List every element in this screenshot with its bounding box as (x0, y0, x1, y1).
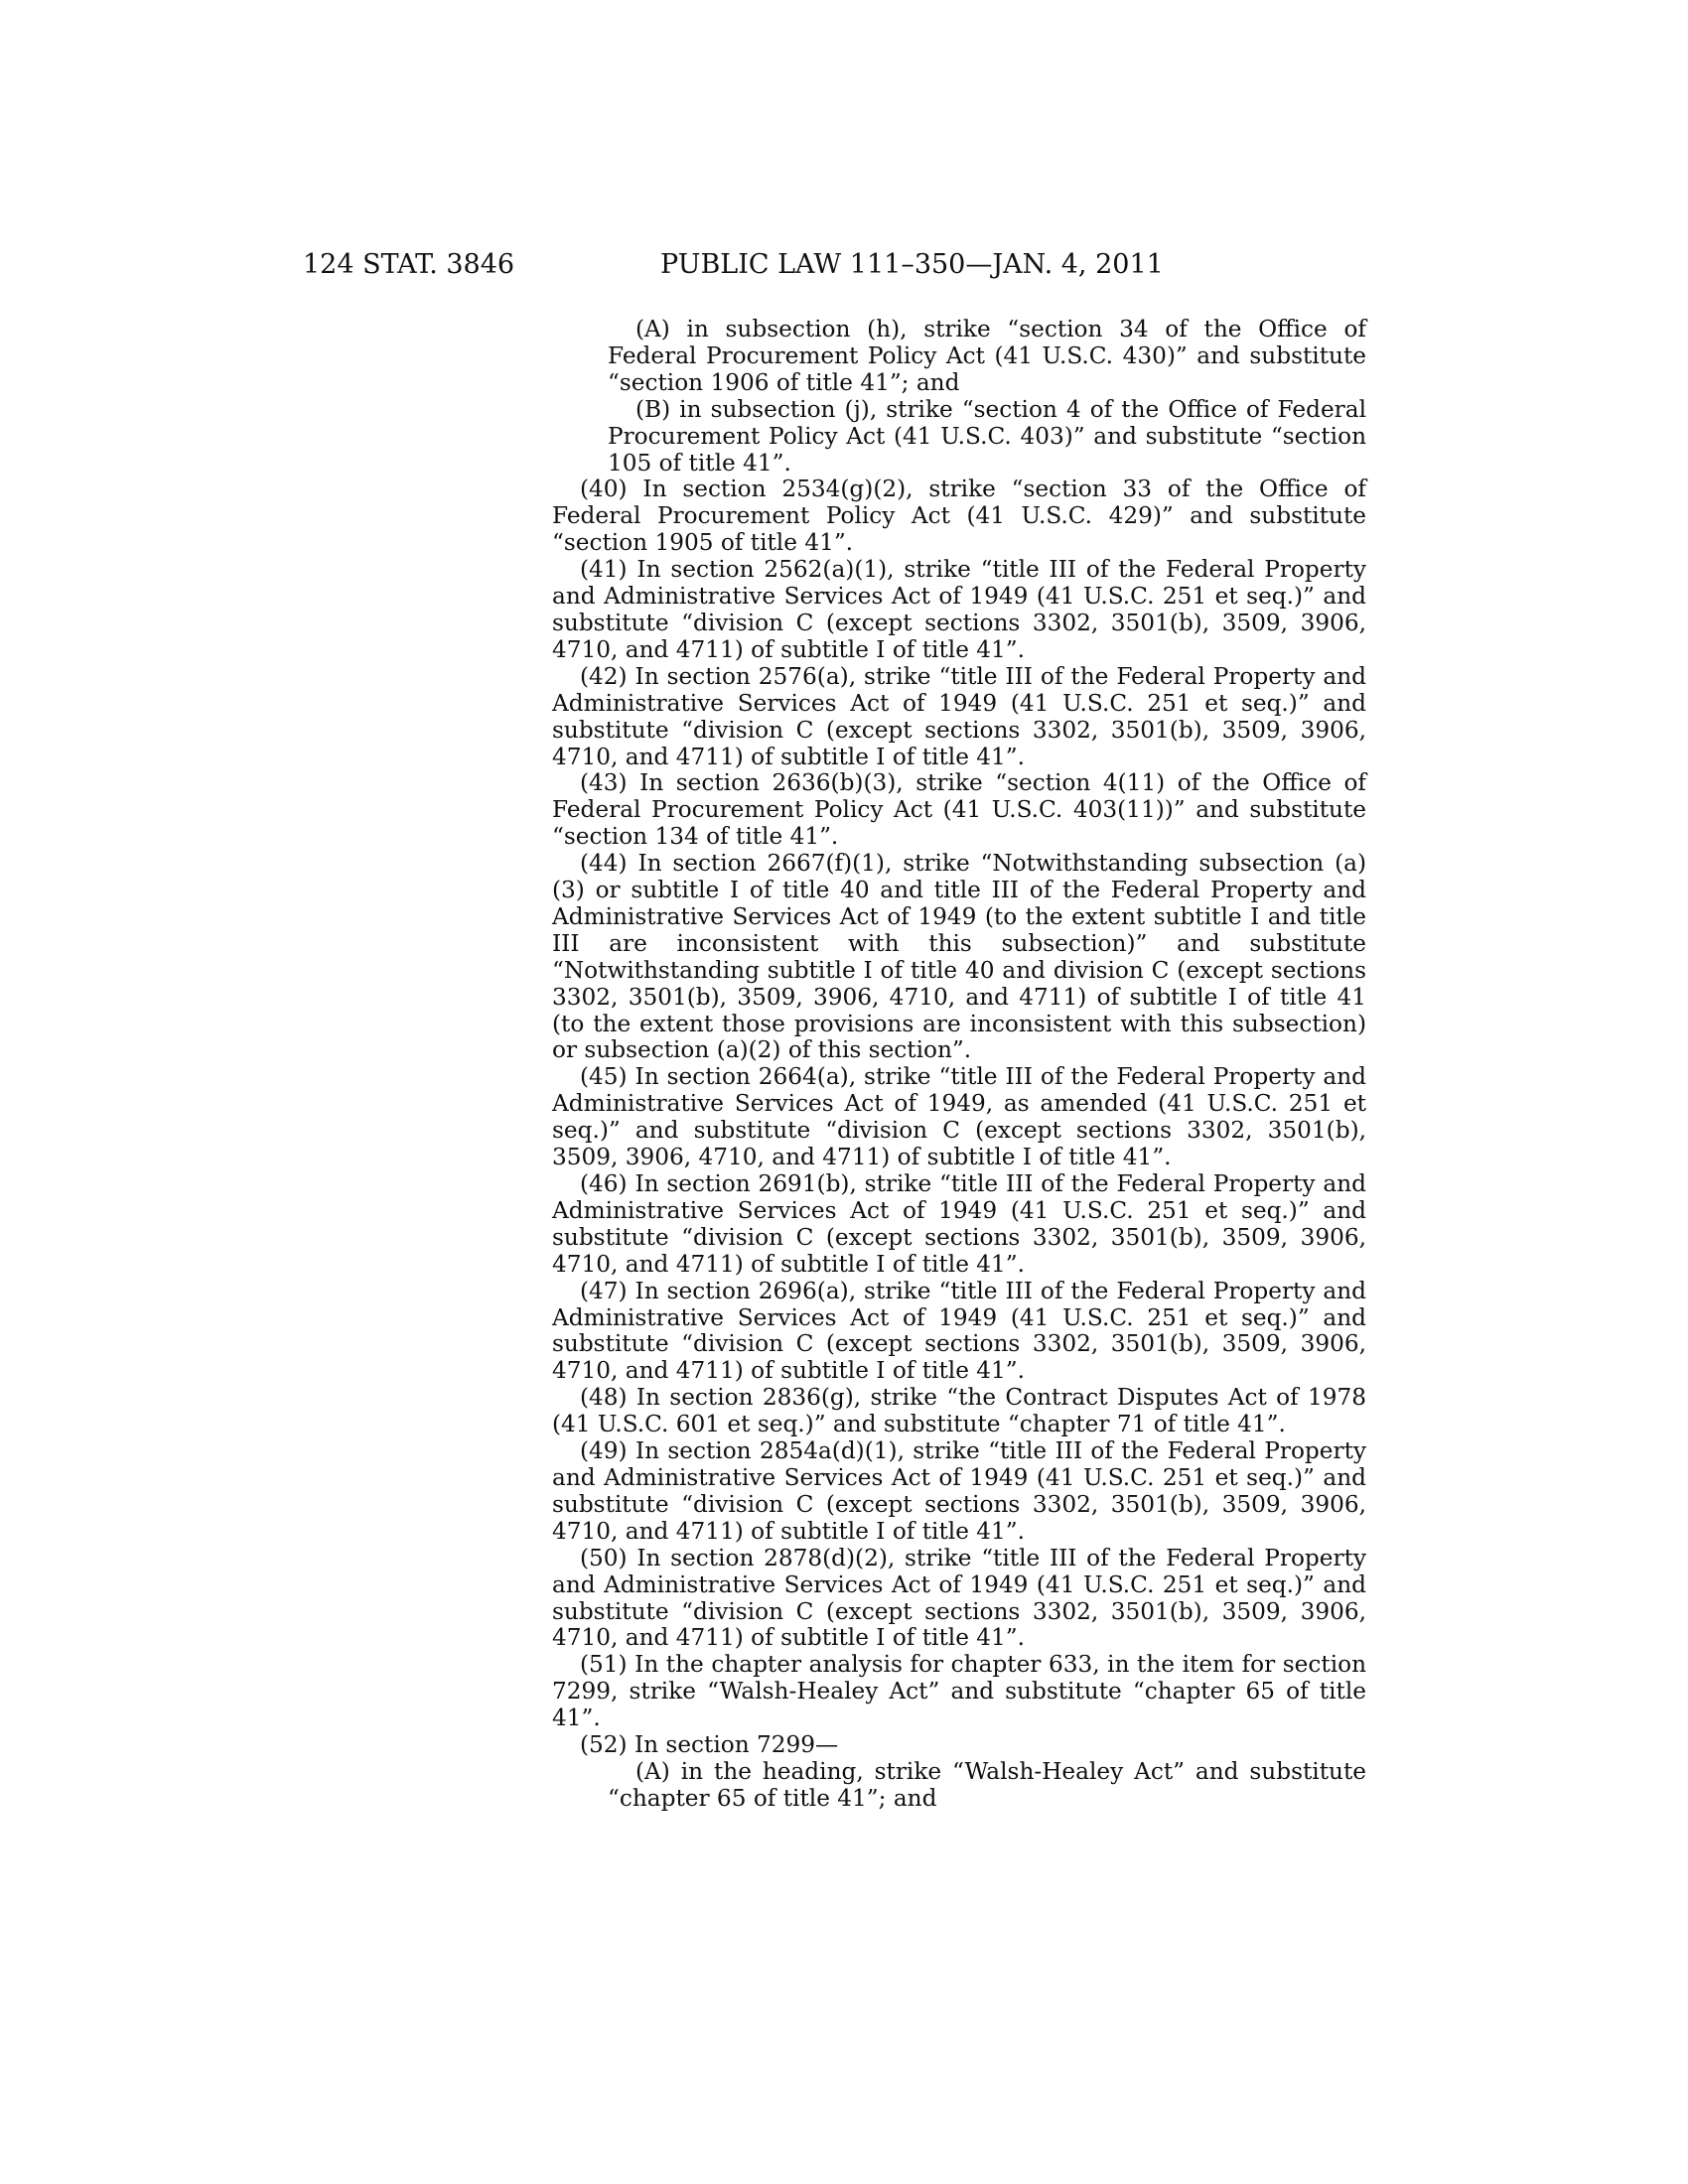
stat-reference: 124 STAT. 3846 (303, 249, 515, 280)
paragraph-51: (51) In the chapter analysis for chapter 633, in the item for section 7299, strike “Walsh-Healey Act” and substitute “chapter 65 of title 41”. (552, 1651, 1366, 1732)
paragraph-39-a: (A) in subsection (h), strike “section 34 of the Office of Federal Procurement Policy Act (41 U.S.C. 430)” and substitute “section 1906 of title 41”; and (608, 316, 1366, 396)
paragraph-39-b: (B) in subsection (j), strike “section 4 of the Office of Federal Procurement Policy Act (41 U.S.C. 403)” and substitute “section 105 of title 41”. (608, 395, 1366, 477)
body-text (552, 317, 1366, 1813)
paragraph-48: (48) In section 2836(g), strike “the Contract Disputes Act of 1978 (41 U.S.C. 601 et seq.)” and substitute “chapter 71 of title 41”. (552, 1384, 1366, 1438)
paragraph-52: (52) In section 7299— (580, 1731, 839, 1759)
paragraph-43: (43) In section 2636(b)(3), strike “section 4(11) of the Office of Federal Procurement Policy Act (41 U.S.C. 403(11))” and substitute “section 134 of title 41”. (552, 769, 1366, 851)
paragraph-52-a: (A) in the heading, strike “Walsh-Healey Act” and substitute “chapter 65 of title 41”; and (608, 1757, 1366, 1812)
law-title: PUBLIC LAW 111–350—JAN. 4, 2011 (660, 249, 1164, 280)
page-header (303, 245, 1196, 285)
paragraph-44: (44) In section 2667(f)(1), strike “Notwithstanding subsection (a)(3) or subtitle I of title 40 and title III of the Federal Property and Administrative Services Act of 1949 (to the extent subtitle I and title III are inconsistent with this subsection)” and substitute “Notwithstanding subtitle I of title 40 and division C (except sections 3302, 3501(b), 3509, 3906, 4710, and 4711) of subtitle I of title 41 (to the extent those provisions are inconsistent with this subsection) or subsection (a)(2) of this section”. (552, 850, 1366, 1064)
paragraph-45: (45) In section 2664(a), strike “title III of the Federal Property and Administrative Services Act of 1949, as amended (41 U.S.C. 251 et seq.)” and substitute “division C (except sections 3302, 3501(b), 3509, 3906, 4710, and 4711) of subtitle I of title 41”. (552, 1063, 1366, 1171)
paragraph-41: (41) In section 2562(a)(1), strike “title III of the Federal Property and Administrative Services Act of 1949 (41 U.S.C. 251 et seq.)” and substitute “division C (except sections 3302, 3501(b), 3509, 3906, 4710, and 4711) of subtitle I of title 41”. (552, 556, 1366, 663)
paragraph-49: (49) In section 2854a(d)(1), strike “title III of the Federal Property and Administrative Services Act of 1949 (41 U.S.C. 251 et seq.)” and substitute “division C (except sections 3302, 3501(b), 3509, 3906, 4710, and 4711) of subtitle I of title 41”. (552, 1437, 1366, 1545)
paragraph-47: (47) In section 2696(a), strike “title III of the Federal Property and Administrative Services Act of 1949 (41 U.S.C. 251 et seq.)” and substitute “division C (except sections 3302, 3501(b), 3509, 3906, 4710, and 4711) of subtitle I of title 41”. (552, 1277, 1366, 1385)
paragraph-50: (50) In section 2878(d)(2), strike “title III of the Federal Property and Administrative Services Act of 1949 (41 U.S.C. 251 et seq.)” and substitute “division C (except sections 3302, 3501(b), 3509, 3906, 4710, and 4711) of subtitle I of title 41”. (552, 1544, 1366, 1652)
paragraph-42: (42) In section 2576(a), strike “title III of the Federal Property and Administrative Services Act of 1949 (41 U.S.C. 251 et seq.)” and substitute “division C (except sections 3302, 3501(b), 3509, 3906, 4710, and 4711) of subtitle I of title 41”. (552, 662, 1366, 770)
paragraph-40: (40) In section 2534(g)(2), strike “section 33 of the Office of Federal Procurement Policy Act (41 U.S.C. 429)” and substitute “section 1905 of title 41”. (552, 476, 1366, 557)
paragraph-46: (46) In section 2691(b), strike “title III of the Federal Property and Administrative Services Act of 1949 (41 U.S.C. 251 et seq.)” and substitute “division C (except sections 3302, 3501(b), 3509, 3906, 4710, and 4711) of subtitle I of title 41”. (552, 1170, 1366, 1278)
